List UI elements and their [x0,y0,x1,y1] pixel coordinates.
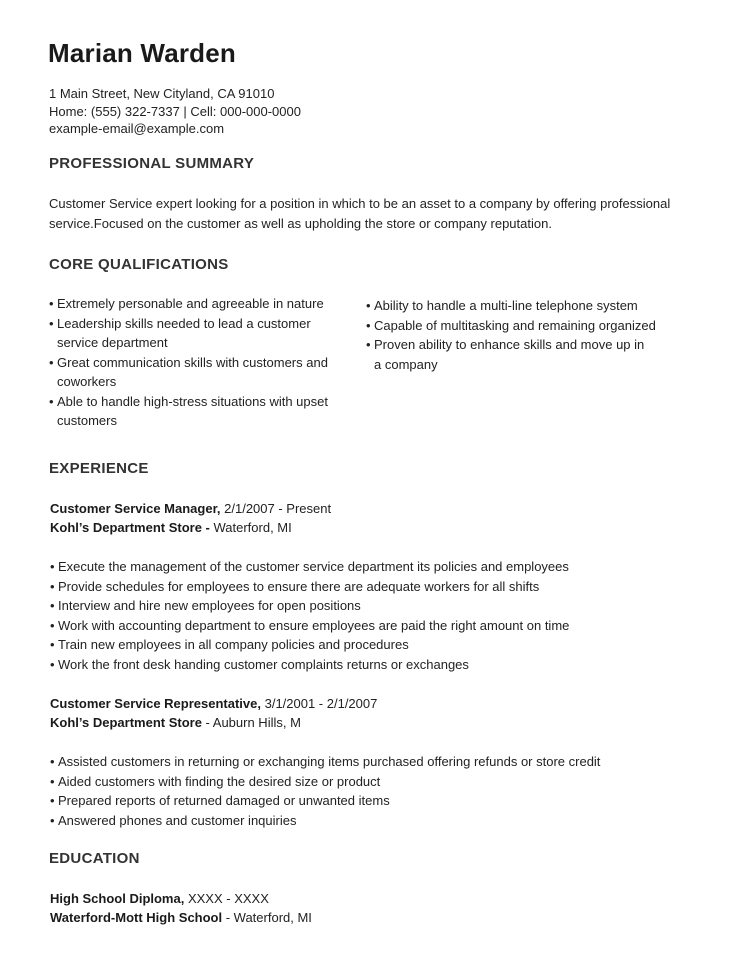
job-location: Waterford, MI [209,520,292,535]
degree-dates: XXXX - XXXX [184,891,269,906]
list-item: • Extremely personable and agreeable in nature [49,294,339,314]
list-item: • Interview and hire new employees for open positions [50,596,730,616]
job-company: Kohl’s Department Store - [50,520,210,535]
school-location: - Waterford, MI [222,910,312,925]
education-heading: EDUCATION [49,850,140,867]
job-title: Customer Service Manager, [50,501,221,516]
list-item: • Aided customers with finding the desired size or product [50,772,730,792]
list-item: • Execute the management of the customer service department its policies and employees [50,557,730,577]
list-item: • Great communication skills with customers and coworkers [49,353,339,392]
job-company-line [50,520,292,535]
list-item: • Work with accounting department to ensure employees are paid the right amount on time [50,616,730,636]
school-line [50,910,312,925]
degree-line [50,891,269,906]
qualifications-list-left [49,294,339,431]
list-item: • Work the front desk handing customer complaints returns or exchanges [50,655,730,675]
list-item: • Proven ability to enhance skills and move up in a company [366,335,666,374]
summary-heading: PROFESSIONAL SUMMARY [49,155,255,172]
address-line: 1 Main Street, New Cityland, CA 91010 [49,86,275,101]
job-title-line [50,696,377,711]
school: Waterford-Mott High School [50,910,223,925]
qualifications-list-right [366,296,666,374]
job-duties-list [50,557,730,674]
list-item: • Capable of multitasking and remaining organized [366,316,666,336]
list-item: • Assisted customers in returning or exchanging items purchased offering refunds or store credit [50,752,730,772]
phone-line: Home: (555) 322-7337 | Cell: 000-000-0000 [49,103,301,119]
qualifications-heading: CORE QUALIFICATIONS [49,256,229,273]
candidate-name: Marian Warden [48,38,237,68]
list-item: • Prepared reports of returned damaged or unwanted items [50,791,730,811]
contact-block [49,85,301,138]
summary-text: Customer Service expert looking for a position in which to be an asset to a company by offering professional service.Focused on the customer as well as upholding the store or company reputation. [49,196,671,231]
email-line: example-email@example.com [49,121,225,136]
degree: High School Diploma, [50,891,185,906]
list-item: • Provide schedules for employees to ensure there are adequate workers for all shifts [50,577,730,597]
list-item: • Ability to handle a multi-line telephone system [366,296,666,316]
job-dates: 3/1/2001 - 2/1/2007 [260,696,378,711]
job-company-line [50,715,301,730]
experience-heading: EXPERIENCE [49,460,149,477]
job-location: - Auburn Hills, M [201,715,301,730]
list-item: • Leadership skills needed to lead a customer service department [49,314,339,353]
job-dates: 2/1/2007 - Present [220,501,332,516]
list-item: • Answered phones and customer inquiries [50,811,730,831]
job-company: Kohl’s Department Store [50,715,202,730]
job-title: Customer Service Representative, [50,696,261,711]
list-item: • Train new employees in all company policies and procedures [50,635,730,655]
job-title-line [50,501,331,516]
job-duties-list [50,752,730,830]
list-item: • Able to handle high-stress situations with upset customers [49,392,339,431]
